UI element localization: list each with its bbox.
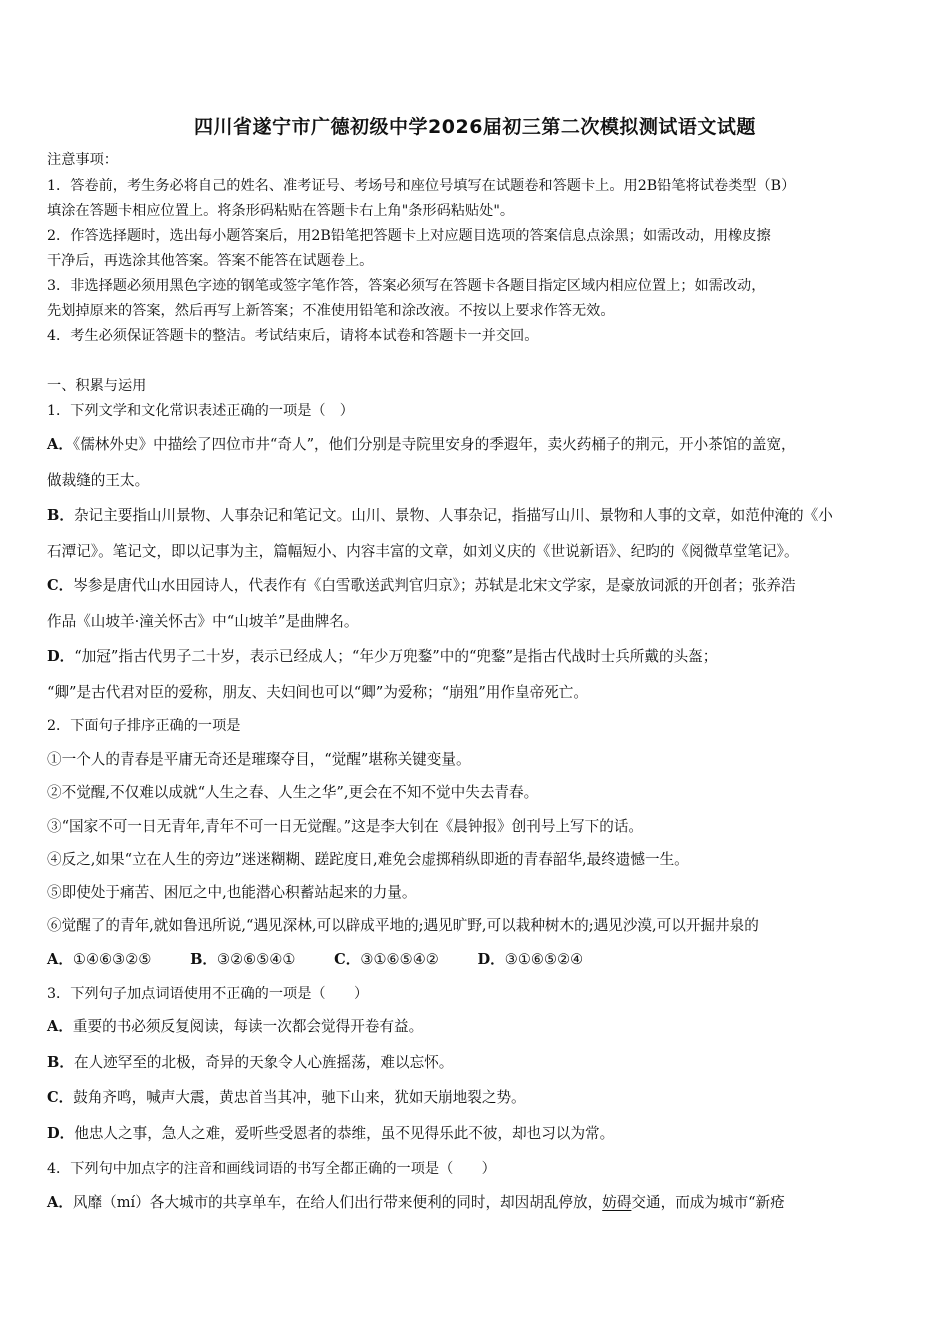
- q1-option-c-cont: 作品《山坡羊·潼关怀古》中“山坡羊”是曲牌名。: [47, 613, 359, 630]
- notice-line-7: 4．考生必须保证答题卡的整洁。考试结束后，请将本试卷和答题卡一并交回。: [47, 328, 539, 344]
- option-text: 风靡（mí）各大城市的共享单车，在给人们出行带来便利的同时，却因胡乱停放，: [72, 1194, 603, 1211]
- option-label: C．: [334, 951, 361, 968]
- q2-sentence-1: ①一个人的青春是平庸无奇还是璀璨夺目，“觉醒”堪称关键变量。: [47, 751, 471, 768]
- notice-heading: 注意事项：: [47, 152, 118, 168]
- q1-option-a-cont: 做裁缝的王太。: [47, 472, 150, 489]
- q2-choice-c: [334, 950, 439, 970]
- option-label: A．: [47, 1018, 73, 1035]
- notice-line-3: 2．作答选择题时，选出每小题答案后，用2B铅笔把答题卡上对应题目选项的答案信息点涂黑；如需改动，用橡皮擦: [47, 228, 771, 244]
- q3-option-a: [47, 1017, 423, 1037]
- q2-sentence-3: ③“国家不可一日无青年,青年不可一日无觉醒。”这是李大钊在《晨钟报》创刊号上写下的话。: [47, 818, 644, 835]
- option-text: 杂记主要指山川景物、人事杂记和笔记文。山川、景物、人事杂记，指描写山川、景物和人事的文章，如范仲淹的《小: [73, 507, 833, 524]
- option-text: 鼓角齐鸣，喊声大震，黄忠首当其冲，驰下山来，犹如天崩地裂之势。: [73, 1089, 526, 1106]
- q2-stem: 2．下面句子排序正确的一项是: [47, 718, 241, 734]
- notice-line-5: 3．非选择题必须用黑色字迹的钢笔或签字笔作答，答案必须写在答题卡各题目指定区域内相应位置上；如需改动，: [47, 278, 766, 294]
- q1-option-c: [47, 576, 796, 596]
- q3-option-d: [47, 1124, 614, 1144]
- option-text: 在人迹罕至的北极，奇异的天象令人心旌摇荡，难以忘怀。: [73, 1054, 454, 1071]
- option-text: ③①⑥⑤④②: [360, 951, 439, 968]
- option-text: ①④⑥③②⑤: [72, 951, 152, 968]
- option-text: 他忠人之事，急人之难，爱听些受恩者的恭维，虽不见得乐此不彼，却也习以为常。: [74, 1125, 615, 1142]
- q2-sentence-4: ④反之,如果“立在人生的旁边”迷迷糊糊、蹉跎度日,难免会虚掷稍纵即逝的青春韶华,最终遗憾一生。: [47, 851, 689, 868]
- option-label: B．: [190, 951, 217, 968]
- q4-option-a: [47, 1193, 785, 1213]
- page-title: 四川省遂宁市广德初级中学2026届初三第二次模拟测试语文试题: [194, 116, 756, 138]
- option-text: “加冠”指古代男子二十岁，表示已经成人；“年少万兜鍪”中的“兜鍪”是指古代战时士兵所戴的头盔；: [74, 648, 718, 665]
- option-text: ③②⑥⑤④①: [217, 951, 296, 968]
- q2-choice-b: [190, 950, 295, 970]
- option-label: A．: [47, 1194, 73, 1211]
- option-label: B．: [47, 507, 74, 524]
- option-label: A．: [47, 951, 73, 968]
- option-label: D．: [47, 1125, 75, 1142]
- q1-option-d: [47, 647, 717, 667]
- q1-stem: 1．下列文学和文化常识表述正确的一项是（ ）: [47, 403, 354, 419]
- q2-sentence-5: ⑤即使处于痛苦、困厄之中,也能潜心积蓄站起来的力量。: [47, 884, 417, 901]
- option-text-cont: 交通，而成为城市“新疮: [631, 1194, 785, 1211]
- q2-choices: [47, 950, 617, 970]
- q1-option-b-cont: 石潭记》。笔记文，即以记事为主，篇幅短小、内容丰富的文章，如刘义庆的《世说新语》、纪昀的《阅微草堂笔记》。: [47, 543, 799, 560]
- option-label: A．: [47, 436, 73, 453]
- underlined-word: 妨碍: [602, 1194, 632, 1211]
- option-label: C．: [47, 577, 74, 594]
- q3-option-b: [47, 1053, 453, 1073]
- q1-option-a: [47, 435, 796, 455]
- q2-sentence-6: ⑥觉醒了的青年,就如鲁迅所说,“遇见深林,可以辟成平地的;遇见旷野,可以栽种树木的;遇见沙漠,可以开掘井泉的: [47, 917, 759, 934]
- notice-line-1: 1．答卷前，考生务必将自己的姓名、准考证号、考场号和座位号填写在试题卷和答题卡上。用2B铅笔将试卷类型（B）: [47, 178, 796, 194]
- option-text: ③①⑥⑤②④: [504, 951, 584, 968]
- q1-option-b: [47, 506, 833, 526]
- option-label: D．: [477, 951, 505, 968]
- option-text: 重要的书必须反复阅读，每读一次都会觉得开卷有益。: [72, 1018, 424, 1035]
- q4-stem: 4．下列句中加点字的注音和画线词语的书写全都正确的一项是（ ）: [47, 1161, 496, 1177]
- section-heading: 一、积累与运用: [47, 378, 147, 394]
- notice-line-4: 干净后，再选涂其他答案。答案不能答在试题卷上。: [47, 253, 374, 269]
- q2-choice-d: [478, 950, 584, 970]
- option-label: B．: [47, 1054, 74, 1071]
- option-text: 《儒林外史》中描绘了四位市井“奇人”，他们分别是寺院里安身的季遐年，卖火药桶子的荆元，开小茶馆的盖宽，: [72, 436, 796, 453]
- option-label: C．: [47, 1089, 74, 1106]
- notice-line-6: 先划掉原来的答案，然后再写上新答案；不准使用铅笔和涂改液。不按以上要求作答无效。: [47, 303, 615, 319]
- q3-stem: 3．下列句子加点词语使用不正确的一项是（ ）: [47, 986, 369, 1002]
- q2-sentence-2: ②不觉醒,不仅难以成就“人生之春、人生之华”,更会在不知不觉中失去青春。: [47, 784, 539, 801]
- option-text: 岑参是唐代山水田园诗人，代表作有《白雪歌送武判官归京》；苏轼是北宋文学家，是豪放词派的开创者；张养浩: [73, 577, 796, 594]
- q2-choice-a: [47, 950, 151, 970]
- notice-line-2: 填涂在答题卡相应位置上。将条形码粘贴在答题卡右上角"条形码粘贴处"。: [47, 203, 515, 219]
- q1-option-d-cont: “卿”是古代君对臣的爱称，朋友、夫妇间也可以“卿”为爱称；“崩殂”用作皇帝死亡。: [47, 684, 588, 701]
- q3-option-c: [47, 1088, 526, 1108]
- option-label: D．: [47, 648, 75, 665]
